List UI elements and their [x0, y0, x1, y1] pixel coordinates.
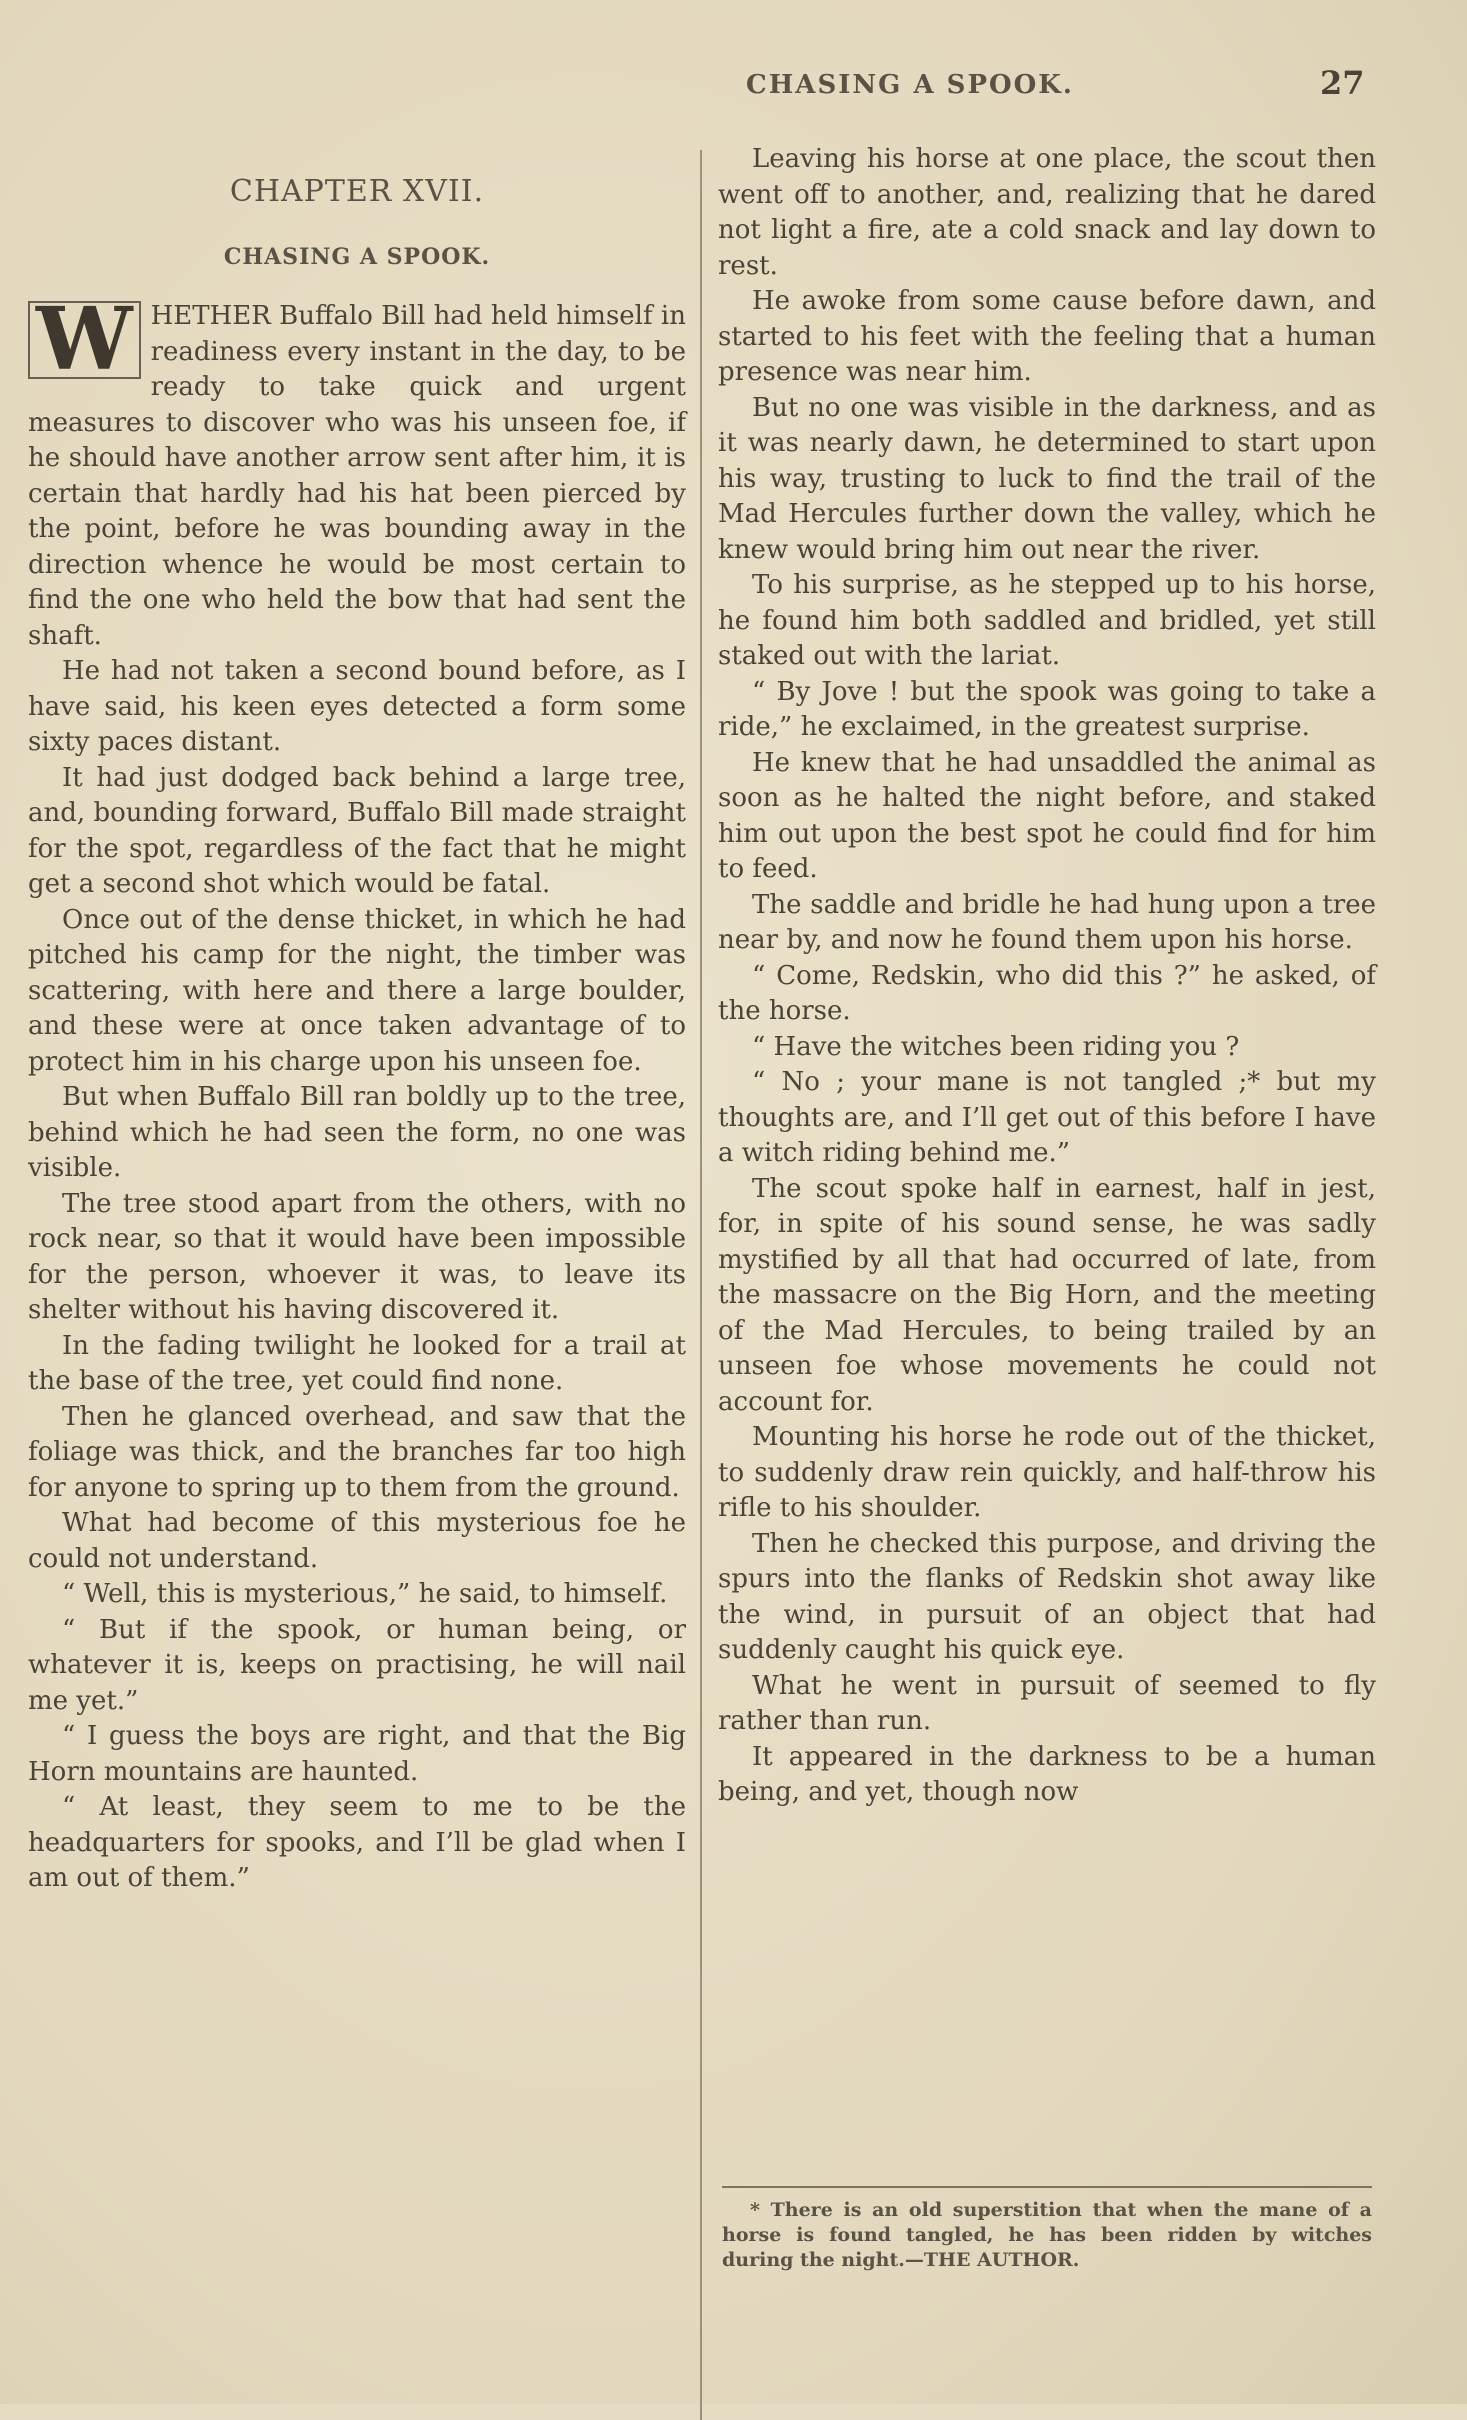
paragraph: Mounting his horse he rode out of the thicket, to suddenly draw rein quickly, and half-throw his rifle to his shoulder.: [718, 1422, 1376, 1523]
first-paragraph-text: HETHER Buffalo Bill had held himself in readiness every instant in the day, to be ready to take quick and urgent measures to discover who was his unseen foe, if he should have another arrow sent after him, it is certain that hardly had his hat been pierced by the point, before he was bounding away in the direction whence he would be most certain to find the one who held the bow that had sent the shaft.: [28, 301, 686, 651]
paragraph: “ Well, this is mysterious,” he said, to himself.: [62, 1579, 668, 1609]
paragraph: Then he checked this purpose, and driving the spurs into the flanks of Redskin shot away like the wind, in pursuit of an object that had suddenly caught his quick eye.: [718, 1528, 1376, 1665]
paragraph: “ Have the witches been riding you ?: [752, 1031, 1240, 1062]
paragraph: But when Buffalo Bill ran boldly up to the tree, behind which he had seen the form, no one was visible.: [28, 1082, 686, 1183]
drop-cap: W: [28, 301, 141, 379]
paragraph: “ But if the spook, or human being, or whatever it is, keeps on practising, he will nail me yet.”: [28, 1614, 686, 1716]
paragraph: The tree stood apart from the others, with no rock near, so that it would have been impossible for the person, whoever it was, to leave its shelter without his having discovered it.: [28, 1188, 686, 1325]
paragraph: He knew that he had unsaddled the animal as soon as he halted the night before, and staked him out upon the best spot he could find for him to feed.: [718, 747, 1376, 884]
paragraph: “ At least, they seem to me to be the headquarters for spooks, and I’ll be glad when I am out of them.”: [28, 1792, 686, 1893]
paragraph: The saddle and bridle he had hung upon a tree near by, and now he found them upon his horse.: [718, 889, 1376, 955]
chapter-title: CHAPTER XVII.: [229, 174, 485, 209]
paragraph: “ Come, Redskin, who did this ?” he asked, of the horse.: [718, 960, 1376, 1026]
paragraph: To his surprise, as he stepped up to his horse, he found him both saddled and bridled, yet still staked out with the lariat.: [718, 570, 1376, 671]
paragraph: Then he glanced overhead, and saw that the foliage was thick, and the branches far too high for anyone to spring up to them from the ground.: [28, 1401, 686, 1503]
footnote-rule: [722, 2186, 1372, 2188]
page-number: 27: [1320, 64, 1365, 102]
paragraph: But no one was visible in the darkness, and as it was nearly dawn, he determined to start upon his way, trusting to luck to find the trail of the Mad Hercules further down the valley, which he knew would bring him out near the river.: [718, 392, 1376, 565]
right-column: [718, 142, 1376, 1811]
paragraph: He awoke from some cause before dawn, and started to his feet with the feeling that a human presence was near him.: [718, 286, 1376, 387]
paragraph: “ I guess the boys are right, and that the Big Horn mountains are haunted.: [28, 1721, 686, 1787]
first-paragraph: [28, 289, 686, 654]
paragraph: In the fading twilight he looked for a trail at the base of the tree, yet could find none.: [28, 1330, 686, 1396]
left-column: [28, 138, 686, 1897]
paragraph: It had just dodged back behind a large tree, and, bounding forward, Buffalo Bill made straight for the spot, regardless of the fact that he might get a second shot which would be fatal.: [28, 762, 686, 899]
paragraph: What he went in pursuit of seemed to fly rather than run.: [718, 1670, 1376, 1736]
column-divider: [700, 150, 702, 2420]
paragraph: Once out of the dense thicket, in which he had pitched his camp for the night, the timber was scattering, with here and there a large boulder, and these were at once taken advantage of to protect him in his charge upon his unseen foe.: [28, 904, 686, 1077]
paragraph: It appeared in the darkness to be a human being, and yet, though now: [718, 1741, 1376, 1807]
paragraph: What had become of this mysterious foe he could not understand.: [28, 1508, 686, 1574]
paragraph: “ By Jove ! but the spook was going to take a ride,” he exclaimed, in the greatest surprise.: [718, 676, 1376, 742]
chapter-subtitle: CHASING A SPOOK.: [223, 243, 491, 270]
running-head: CHASING A SPOOK.: [746, 70, 1074, 100]
paragraph: Leaving his horse at one place, the scout then went off to another, and, realizing that he dared not light a fire, ate a cold snack and lay down to rest.: [718, 144, 1376, 281]
footnote: * There is an old superstition that when the mane of a horse is found tangled, he has been ridden by witches during the night.—THE AUTHOR.: [722, 2199, 1372, 2271]
paragraph: The scout spoke half in earnest, half in jest, for, in spite of his sound sense, he was sadly mystified by all that had occurred of late, from the massacre on the Big Horn, and the meeting of the Mad Hercules, to being trailed by an unseen foe whose movements he could not account for.: [718, 1173, 1376, 1417]
paragraph: He had not taken a second bound before, as I have said, his keen eyes detected a form some sixty paces distant.: [28, 656, 686, 757]
paragraph: “ No ; your mane is not tangled ;* but my thoughts are, and I’ll get out of this before I have a witch riding behind me.”: [718, 1067, 1376, 1168]
